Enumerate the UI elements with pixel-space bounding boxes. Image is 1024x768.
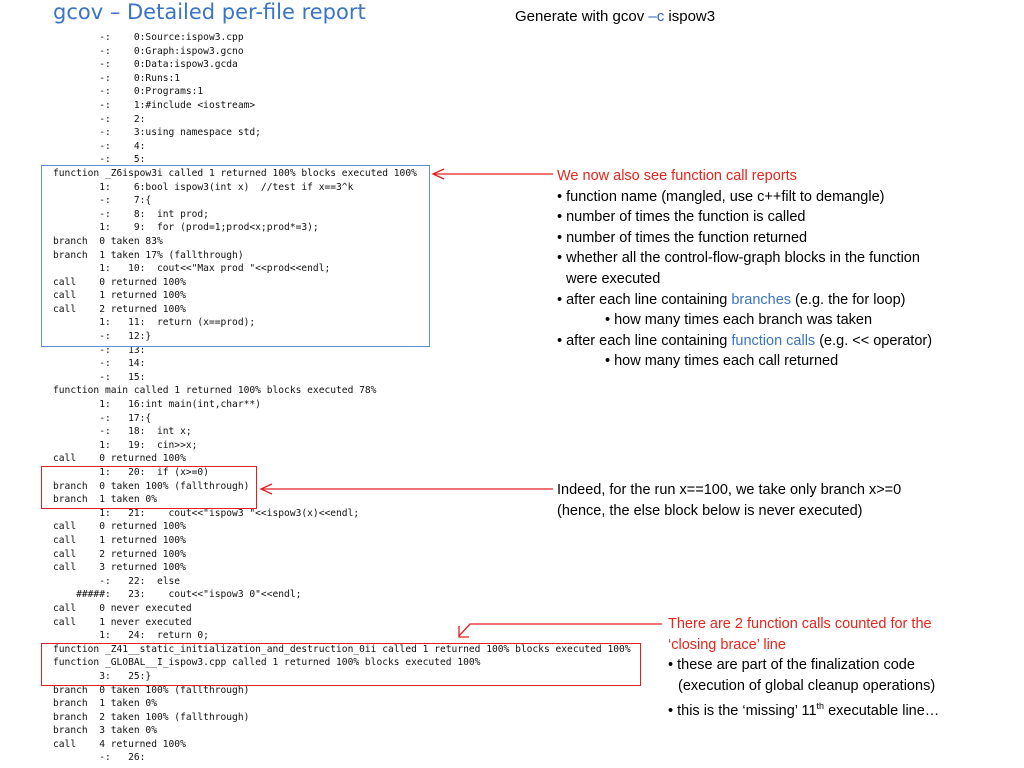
code-line: 1: 16:int main(int,char**) [53, 399, 261, 411]
code-line: -: 0:Source:ispow3.cpp [53, 32, 244, 43]
code-line: function _GLOBAL__I_ispow3.cpp called 1 returned 100% blocks executed 100% [53, 657, 481, 669]
code-line: call 1 never executed [53, 616, 192, 628]
code-line: 1: 11: return (x==prod); [53, 317, 256, 329]
code-line: call 3 returned 100% [53, 562, 186, 574]
note1-b6-pre: • after each line containing [557, 332, 732, 349]
code-line: function main called 1 returned 100% blocks executed 78% [53, 385, 377, 397]
code-line: -: 0:Data:ispow3.gcda [53, 59, 238, 71]
code-line: -: 0:Runs:1 [53, 72, 181, 84]
command-caption [515, 8, 715, 25]
note1-bullet-blocks-a: • whether all the control-flow-graph blocks in the function [557, 250, 920, 267]
command-prefix: Generate with gcov [515, 8, 649, 25]
code-line: call 0 never executed [53, 602, 192, 614]
code-line: -: 0:Programs:1 [53, 86, 204, 98]
code-line: -: 22: else [53, 575, 181, 587]
code-line: branch 0 taken 100% (fallthrough) [53, 480, 250, 492]
branch-explanation-note [557, 480, 901, 521]
note1-calls-highlight: function calls [731, 332, 816, 349]
code-line: branch 1 taken 0% [53, 494, 157, 506]
note1-bullet-blocks-b: were executed [566, 270, 661, 287]
code-line: branch 0 taken 100% (fallthrough) [53, 684, 250, 696]
code-line: function _Z6ispow3i called 1 returned 100% blocks executed 100% [53, 167, 417, 179]
note1-bullet-calls [557, 331, 932, 352]
note1-branches-highlight: branches [731, 291, 792, 308]
code-line: -: 13: [53, 344, 146, 356]
code-line: -: 0:Graph:ispow3.gcno [53, 45, 244, 57]
note2-line1: Indeed, for the run x==100, we take only branch x>=0 [557, 482, 902, 498]
note3-line2: ‘closing brace’ line [668, 636, 786, 653]
note3-b3-post: executable line… [824, 703, 940, 720]
command-flag: –c [648, 8, 665, 25]
code-line: -: 8: int prod; [53, 208, 209, 220]
command-suffix: ispow3 [664, 8, 716, 25]
code-line: branch 2 taken 100% (fallthrough) [53, 711, 250, 723]
slide-title: gcov – Detailed per-file report [53, 0, 366, 24]
note1-b5-pre: • after each line containing [557, 291, 732, 308]
code-line: branch 1 taken 0% [53, 698, 157, 710]
code-line: -: 14: [53, 358, 146, 370]
code-line: call 4 returned 100% [53, 738, 186, 750]
code-line: #####: 23: cout<<"ispow3 0"<<endl; [53, 589, 302, 601]
note3-b3-sup: th [816, 701, 825, 712]
note1-bullet-branches [557, 290, 932, 311]
code-line: -: 17:{ [53, 412, 152, 424]
code-line: call 0 returned 100% [53, 453, 186, 465]
note3-line1: There are 2 function calls counted for the [668, 616, 932, 632]
note3-bullet-missing-line [668, 696, 939, 721]
note1-b5-post: (e.g. the for loop) [791, 291, 906, 308]
code-line: 1: 20: if (x>=0) [53, 467, 209, 478]
note3-bullet-finalization: • these are part of the finalization code [668, 657, 915, 674]
note1-bullet-times-called: • number of times the function is called [557, 209, 806, 226]
code-line: branch 0 taken 83% [53, 235, 163, 247]
code-line: call 1 returned 100% [53, 290, 186, 302]
code-line: call 1 returned 100% [53, 534, 186, 546]
note3-bullet-cleanup: (execution of global cleanup operations) [678, 677, 936, 694]
code-line: 3: 25:} [53, 670, 152, 682]
note1-heading: We now also see function call reports [557, 168, 797, 184]
code-line: call 0 returned 100% [53, 276, 186, 288]
code-line: -: 5: [53, 154, 146, 166]
code-line: branch 1 taken 17% (fallthrough) [53, 249, 244, 261]
note3-b3-pre: • this is the ‘missing’ 11 [668, 703, 817, 720]
code-line: -: 3:using namespace std; [53, 127, 261, 139]
note1-b6-post: (e.g. << operator) [815, 332, 933, 349]
code-line: -: 2: [53, 113, 146, 125]
code-line: branch 3 taken 0% [53, 725, 157, 737]
code-line: 1: 6:bool ispow3(int x) //test if x==3^k [53, 181, 354, 193]
note1-bullet-function-name: • function name (mangled, use c++filt to demangle) [557, 188, 885, 205]
code-line: 1: 24: return 0; [53, 630, 209, 642]
closing-brace-note [668, 614, 939, 722]
code-line: -: 15: [53, 371, 146, 383]
code-line: call 2 returned 100% [53, 548, 186, 560]
code-line: 1: 9: for (prod=1;prod<x;prod*=3); [53, 222, 319, 234]
code-line: function _Z41__static_initialization_and_destruction_0ii called 1 returned 100% blocks executed 100% [53, 643, 631, 655]
code-line: 1: 21: cout<<"ispow3 "<<ispow3(x)<<endl; [53, 507, 360, 519]
code-line: -: 18: int x; [53, 426, 192, 438]
code-line: call 2 returned 100% [53, 303, 186, 315]
code-line: 1: 19: cin>>x; [53, 439, 198, 451]
note2-line2: (hence, the else block below is never executed) [557, 502, 863, 519]
code-line: -: 26: [53, 752, 146, 764]
note1-sub-branch-taken: • how many times each branch was taken [605, 312, 873, 329]
code-line: 1: 10: cout<<"Max prod "<<prod<<endl; [53, 263, 331, 275]
code-line: -: 12:} [53, 331, 152, 343]
code-line: -: 4: [53, 140, 146, 152]
note1-bullet-times-returned: • number of times the function returned [557, 229, 808, 246]
code-line: call 0 returned 100% [53, 521, 186, 533]
code-line: -: 7:{ [53, 195, 152, 207]
code-line: -: 1:#include <iostream> [53, 99, 256, 111]
function-call-reports-note [557, 166, 932, 372]
note1-sub-call-returned: • how many times each call returned [605, 353, 839, 370]
gcov-code-listing [53, 31, 631, 765]
